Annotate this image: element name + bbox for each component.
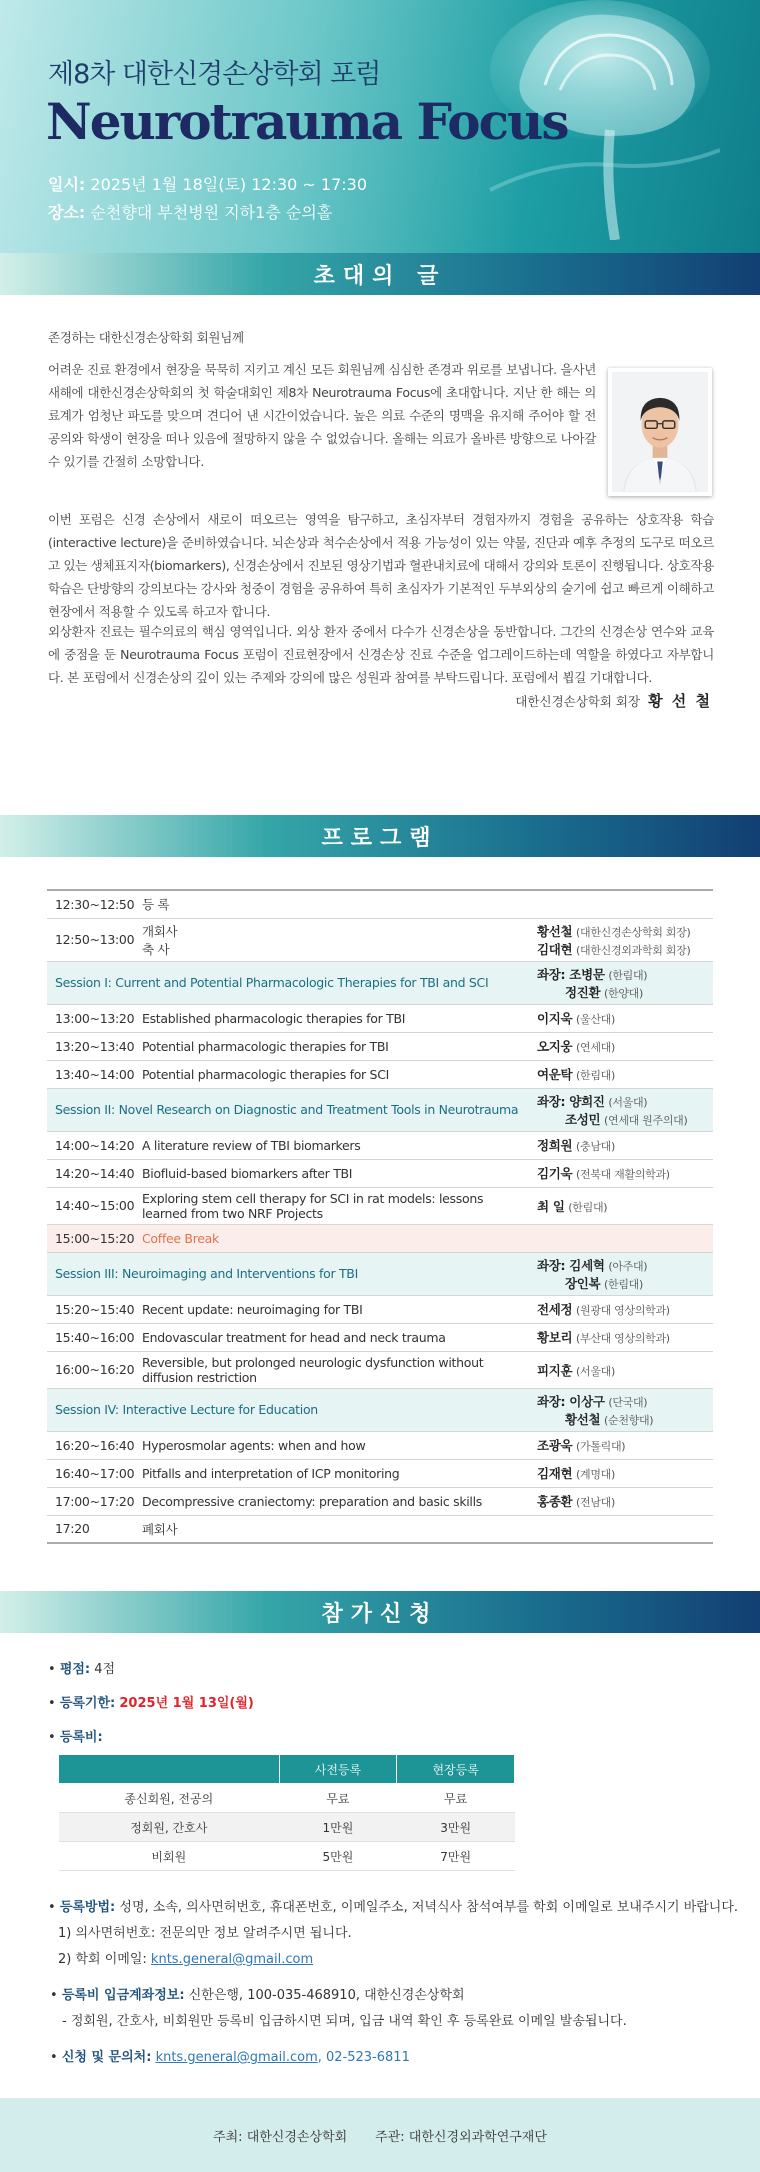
program-row bbox=[47, 1487, 713, 1515]
program-row bbox=[47, 1004, 713, 1032]
time-slot: 13:20~13:40 bbox=[47, 1032, 142, 1060]
speaker bbox=[537, 1065, 713, 1083]
speaker-affiliation: (전남대) bbox=[576, 1496, 615, 1509]
time-slot: 12:50~13:00 bbox=[47, 918, 142, 961]
fee-label: 등록비: bbox=[59, 1730, 103, 1745]
time-slot: 14:40~15:00 bbox=[47, 1187, 142, 1224]
speaker-affiliation: (부산대 영상의학과) bbox=[576, 1332, 670, 1345]
speaker bbox=[537, 1037, 713, 1055]
time-slot: 14:00~14:20 bbox=[47, 1131, 142, 1159]
speaker bbox=[537, 1410, 713, 1428]
speaker-cell bbox=[537, 1131, 713, 1159]
topic: Potential pharmacologic therapies for SCI bbox=[142, 1060, 537, 1088]
registration-banner bbox=[0, 1591, 760, 1633]
speaker-name: 홍종환 bbox=[537, 1494, 573, 1509]
topic: Coffee Break bbox=[142, 1224, 537, 1252]
fee-cell: 3만원 bbox=[397, 1813, 515, 1842]
time-slot: 17:00~17:20 bbox=[47, 1487, 142, 1515]
program-row bbox=[47, 1431, 713, 1459]
speaker bbox=[537, 1492, 713, 1510]
speaker-name: 정희원 bbox=[537, 1138, 573, 1153]
fee-table bbox=[58, 1754, 515, 1871]
speaker-affiliation: (원광대 영상의학과) bbox=[576, 1304, 670, 1317]
method-value: 성명, 소속, 의사면허번호, 휴대폰번호, 이메일주소, 저녁식사 참석여부를 학회 이메일로 보내주시기 바랍니다. bbox=[119, 1900, 739, 1915]
program-row bbox=[47, 890, 713, 918]
fee-row bbox=[59, 1842, 515, 1871]
program-table bbox=[47, 889, 713, 1544]
time-slot: 15:40~16:00 bbox=[47, 1323, 142, 1351]
program-row bbox=[47, 1060, 713, 1088]
fee-header-cell bbox=[59, 1755, 280, 1784]
speaker-cell bbox=[537, 890, 713, 918]
time-slot: 16:40~17:00 bbox=[47, 1459, 142, 1487]
session-title: Session III: Neuroimaging and Interventions for TBI bbox=[47, 1252, 537, 1295]
time-slot: 16:00~16:20 bbox=[47, 1351, 142, 1388]
method-note-2-prefix: 2) 학회 이메일: bbox=[58, 1952, 147, 1967]
time-slot: 13:40~14:00 bbox=[47, 1060, 142, 1088]
registration-heading: 참가신청 bbox=[321, 1601, 439, 1627]
society-email-link[interactable]: knts.general@gmail.com bbox=[150, 1952, 314, 1967]
fee-cell: 정회원, 간호사 bbox=[59, 1813, 280, 1842]
speaker-cell bbox=[537, 1252, 713, 1295]
time-slot: 17:20 bbox=[47, 1515, 142, 1543]
date-label: 일시: bbox=[48, 175, 86, 194]
method-note-2 bbox=[58, 1948, 313, 1967]
program-heading: 프로그램 bbox=[321, 825, 439, 851]
account-label: 등록비 입금계좌정보: bbox=[61, 1988, 185, 2003]
speaker-affiliation: (한양대) bbox=[604, 986, 643, 1000]
contact-label: 신청 및 문의처: bbox=[61, 2050, 152, 2065]
forum-series: 제8차 대한신경손상학회 포럼 bbox=[48, 59, 381, 90]
program-row bbox=[47, 1159, 713, 1187]
program-row bbox=[47, 1032, 713, 1060]
bullet-icon: • bbox=[50, 2050, 62, 2065]
topic: Established pharmacologic therapies for TBI bbox=[142, 1004, 537, 1032]
president-photo bbox=[608, 368, 712, 496]
speaker bbox=[537, 1092, 713, 1110]
fee-cell: 1만원 bbox=[279, 1813, 397, 1842]
speaker-name: 좌장: 양희진 bbox=[537, 1093, 605, 1109]
program-row bbox=[47, 1295, 713, 1323]
speaker-name: 김대현 bbox=[537, 941, 573, 957]
speaker-cell bbox=[537, 1159, 713, 1187]
speaker bbox=[537, 983, 713, 1001]
speaker-cell bbox=[537, 1004, 713, 1032]
topic: Recent update: neuroimaging for TBI bbox=[142, 1295, 537, 1323]
speaker-affiliation: (아주대) bbox=[608, 1259, 648, 1273]
topic: Potential pharmacologic therapies for TBI bbox=[142, 1032, 537, 1060]
speaker-affiliation: (한림대) bbox=[604, 1277, 643, 1291]
topic: Decompressive craniectomy: preparation and basic skills bbox=[142, 1487, 537, 1515]
account-line bbox=[50, 1984, 465, 2003]
speaker bbox=[537, 1436, 713, 1454]
speaker bbox=[537, 1392, 713, 1410]
speaker bbox=[537, 1110, 713, 1128]
speaker-affiliation: (연세대) bbox=[576, 1041, 615, 1054]
speaker bbox=[537, 1300, 713, 1318]
fee-cell: 5만원 bbox=[279, 1842, 397, 1871]
fee-cell: 무료 bbox=[279, 1784, 397, 1813]
place-label: 장소: bbox=[48, 203, 86, 222]
time-slot: 12:30~12:50 bbox=[47, 890, 142, 918]
bullet-icon: • bbox=[50, 1988, 62, 2003]
topic: Reversible, but prolonged neurologic dysfunction without diffusion restriction bbox=[142, 1351, 537, 1388]
invitation-section bbox=[0, 295, 760, 765]
speaker-cell bbox=[537, 1515, 713, 1543]
speaker-name: 조광욱 bbox=[537, 1438, 573, 1453]
speaker bbox=[537, 1328, 713, 1346]
speaker bbox=[537, 922, 713, 940]
speaker-cell bbox=[537, 1032, 713, 1060]
fee-line bbox=[48, 1726, 103, 1745]
bullet-icon: • bbox=[48, 1730, 60, 1745]
hero-banner bbox=[0, 0, 760, 253]
session-row bbox=[47, 1388, 713, 1431]
speaker-cell bbox=[537, 918, 713, 961]
event-place bbox=[48, 200, 332, 223]
speaker-cell bbox=[537, 1431, 713, 1459]
speaker-cell bbox=[537, 1060, 713, 1088]
speaker-name: 조성민 bbox=[565, 1111, 601, 1127]
bullet-icon: • bbox=[48, 1662, 60, 1677]
method-note-1: 1) 의사면허번호: 전문의만 정보 알려주시면 됩니다. bbox=[58, 1926, 352, 1941]
topic: Biofluid-based biomarkers after TBI bbox=[142, 1159, 537, 1187]
topic: Hyperosmolar agents: when and how bbox=[142, 1431, 537, 1459]
fee-cell: 무료 bbox=[397, 1784, 515, 1813]
topic: 등 록 bbox=[142, 890, 537, 918]
footer bbox=[0, 2098, 760, 2172]
speaker-affiliation: (서울대) bbox=[608, 1095, 648, 1109]
topic: 개회사 축 사 bbox=[142, 918, 537, 961]
session-row bbox=[47, 1252, 713, 1295]
topic: Endovascular treatment for head and neck trauma bbox=[142, 1323, 537, 1351]
date-value: 2025년 1월 18일(토) 12:30 ~ 17:30 bbox=[90, 175, 368, 194]
speaker-cell bbox=[537, 1388, 713, 1431]
speaker bbox=[537, 940, 713, 958]
invitation-banner bbox=[0, 253, 760, 295]
contact-line bbox=[50, 2046, 410, 2065]
fee-header-cell: 사전등록 bbox=[279, 1755, 397, 1784]
speaker-affiliation: (한림대) bbox=[608, 968, 648, 982]
fee-cell: 종신회원, 전공의 bbox=[59, 1784, 280, 1813]
speaker-name: 정진환 bbox=[565, 984, 601, 1000]
invitation-heading: 초대의 글 bbox=[313, 263, 447, 289]
contact-phone: , 02-523-6811 bbox=[317, 2050, 410, 2065]
speaker-name: 최 일 bbox=[537, 1198, 565, 1214]
signature-name: 황 선 철 bbox=[648, 692, 712, 710]
speaker-name: 오지웅 bbox=[537, 1039, 573, 1054]
speaker-cell bbox=[537, 1088, 713, 1131]
invitation-paragraph-1: 어려운 진료 환경에서 현장을 묵묵히 지키고 계신 모든 회원님께 심심한 존경과 위로를 보냅니다. 을사년 새해에 대한신경손상학회의 첫 학술대회인 제8차 Neurotrauma Focus에 초대합니다. 지난 한 해는 의료계가 엄청난 파도를 맞으며 견디어 낸 시간이었습니다. 높은 의료 수준의 명맥을 유지해 주어야 할 전공의와 학생이 현장을 떠나 있음에 절망하지 않을 수 없었습니다. 올해는 의료가 올바른 방향으로 나아갈 수 있기를 간절히 소망합니다. bbox=[48, 362, 596, 469]
speaker-affiliation: (한림대) bbox=[568, 1200, 608, 1214]
invitation-paragraph-3: 외상환자 진료는 필수의료의 핵심 영역입니다. 외상 환자 중에서 다수가 신경손상을 동반합니다. 그간의 신경손상 연수와 교육에 중점을 둔 Neurotrauma Focus 포럼이 진료현장에서 신경손상 진료 수준을 업그레이드하는데 역할을 하였다고 자부합니다. 본 포럼에서 신경손상의 깊이 있는 주제와 강의에 많은 성원과 참여를 부탁드립니다. 포럼에서 뵙길 기대합니다. bbox=[48, 624, 714, 685]
place-value: 순천향대 부천병원 지하1층 순의홀 bbox=[90, 203, 333, 222]
speaker-name: 이지욱 bbox=[537, 1011, 573, 1026]
speaker-affiliation: (서울대) bbox=[576, 1364, 615, 1378]
speaker-affiliation: (충남대) bbox=[576, 1140, 615, 1153]
speaker-cell bbox=[537, 1224, 713, 1252]
speaker-affiliation: (대한신경외과학회 회장) bbox=[576, 943, 691, 957]
speaker-name: 전세정 bbox=[537, 1302, 573, 1317]
speaker-name: 김기욱 bbox=[537, 1166, 573, 1181]
account-value: 신한은행, 100-035-468910, 대한신경손상학회 bbox=[188, 1988, 465, 2003]
invitation-paragraph-2: 이번 포럼은 신경 손상에서 새로이 떠오르는 영역을 탐구하고, 초심자부터 경험자까지 경험을 공유하는 상호작용 학습(interactive lecture)을 준비하였습니다. 뇌손상과 척수손상에서 적용 가능성이 있는 약물, 진단과 예후 추정의 도구로 떠오르고 있는 생체표지자(biomarkers), 신경손상에서 진보된 영상기법과 혈관내치료에 대해서 강의와 토론이 진행됩니다. 상호작용 학습은 단방향의 강의보다는 강사와 청중이 경험을 공유하여 특히 초심자가 기본적인 두부외상의 술기에 쉽고 빠르게 이해하고 현장에서 적용할 수 있도록 하고자 합니다. bbox=[48, 512, 714, 619]
speaker-cell bbox=[537, 961, 713, 1004]
speaker bbox=[537, 1164, 713, 1182]
fee-row bbox=[59, 1784, 515, 1813]
speaker-name: 좌장: 이상구 bbox=[537, 1393, 605, 1409]
speaker-affiliation: (울산대) bbox=[576, 1013, 615, 1026]
time-slot: 13:00~13:20 bbox=[47, 1004, 142, 1032]
time-slot: 15:20~15:40 bbox=[47, 1295, 142, 1323]
fee-cell: 7만원 bbox=[397, 1842, 515, 1871]
speaker bbox=[537, 1009, 713, 1027]
speaker-affiliation: (순천향대) bbox=[604, 1413, 654, 1427]
speaker-name: 좌장: 김세혁 bbox=[537, 1257, 605, 1273]
speaker bbox=[537, 965, 713, 983]
signature-role: 대한신경손상학회 회장 bbox=[515, 694, 641, 709]
speaker-cell bbox=[537, 1295, 713, 1323]
speaker-affiliation: (연세대 원주의대) bbox=[604, 1113, 688, 1127]
speaker bbox=[537, 1274, 713, 1292]
session-row bbox=[47, 961, 713, 1004]
bullet-icon: • bbox=[48, 1696, 60, 1711]
program-row bbox=[47, 1515, 713, 1543]
fee-header-row bbox=[59, 1755, 515, 1784]
speaker-cell bbox=[537, 1351, 713, 1388]
speaker-affiliation: (가톨릭대) bbox=[576, 1440, 626, 1453]
method-line bbox=[48, 1896, 738, 1915]
program-row bbox=[47, 1351, 713, 1388]
speaker-name: 피지훈 bbox=[537, 1362, 573, 1378]
speaker bbox=[537, 1197, 713, 1215]
speaker-affiliation: (한림대) bbox=[576, 1069, 615, 1082]
score-line bbox=[48, 1658, 115, 1677]
forum-title: Neurotrauma Focus bbox=[46, 92, 568, 151]
session-title: Session IV: Interactive Lecture for Education bbox=[47, 1388, 537, 1431]
program-row bbox=[47, 918, 713, 961]
fee-row bbox=[59, 1813, 515, 1842]
speaker bbox=[537, 1136, 713, 1154]
time-slot: 16:20~16:40 bbox=[47, 1431, 142, 1459]
bullet-icon: • bbox=[48, 1900, 60, 1915]
break-row bbox=[47, 1224, 713, 1252]
speaker-cell bbox=[537, 1323, 713, 1351]
program-banner bbox=[0, 815, 760, 857]
portrait-icon bbox=[612, 372, 708, 492]
speaker-affiliation: (단국대) bbox=[608, 1395, 648, 1409]
score-label: 평점: bbox=[59, 1662, 91, 1677]
topic: Pitfalls and interpretation of ICP monitoring bbox=[142, 1459, 537, 1487]
method-label: 등록방법: bbox=[59, 1900, 116, 1915]
speaker-cell bbox=[537, 1187, 713, 1224]
time-slot: 15:00~15:20 bbox=[47, 1224, 142, 1252]
speaker-affiliation: (전북대 재활의학과) bbox=[576, 1168, 670, 1181]
program-row bbox=[47, 1459, 713, 1487]
session-row bbox=[47, 1088, 713, 1131]
speaker-name: 좌장: 조병문 bbox=[537, 966, 605, 982]
score-value: 4점 bbox=[94, 1662, 116, 1677]
program-row bbox=[47, 1187, 713, 1224]
fee-cell: 비회원 bbox=[59, 1842, 280, 1871]
speaker-name: 여운탁 bbox=[537, 1067, 573, 1082]
speaker-name: 황선철 bbox=[537, 923, 573, 939]
deadline-label: 등록기한: bbox=[59, 1696, 116, 1711]
speaker-name: 김재현 bbox=[537, 1466, 573, 1481]
speaker bbox=[537, 1256, 713, 1274]
program-row bbox=[47, 1323, 713, 1351]
speaker-affiliation: (계명대) bbox=[576, 1468, 615, 1481]
speaker-name: 황선철 bbox=[565, 1411, 601, 1427]
topic: 폐회사 bbox=[142, 1515, 537, 1543]
account-note: - 정회원, 간호사, 비회원만 등록비 입금하시면 되며, 입금 내역 확인 후 등록완료 이메일 발송됩니다. bbox=[62, 2014, 627, 2029]
greeting: 존경하는 대한신경손상학회 회원님께 bbox=[48, 330, 244, 345]
session-title: Session II: Novel Research on Diagnostic and Treatment Tools in Neurotrauma bbox=[47, 1088, 537, 1131]
time-slot: 14:20~14:40 bbox=[47, 1159, 142, 1187]
speaker-name: 장인복 bbox=[565, 1275, 601, 1291]
event-date bbox=[48, 172, 367, 195]
footer-host: 주최: 대한신경손상학회 bbox=[213, 2129, 348, 2145]
speaker bbox=[537, 1361, 713, 1379]
session-title: Session I: Current and Potential Pharmacologic Therapies for TBI and SCI bbox=[47, 961, 537, 1004]
speaker-name: 황보리 bbox=[537, 1330, 573, 1345]
speaker-affiliation: (대한신경손상학회 회장) bbox=[576, 925, 691, 939]
speaker-cell bbox=[537, 1459, 713, 1487]
contact-email-link[interactable]: knts.general@gmail.com bbox=[155, 2050, 318, 2065]
signature bbox=[515, 690, 712, 711]
topic: Exploring stem cell therapy for SCI in rat models: lessons learned from two NRF Projects bbox=[142, 1187, 537, 1224]
deadline-line bbox=[48, 1692, 254, 1711]
deadline-value: 2025년 1월 13일(월) bbox=[119, 1696, 254, 1711]
speaker-cell bbox=[537, 1487, 713, 1515]
speaker bbox=[537, 1464, 713, 1482]
footer-organizer: 주관: 대한신경외과학연구재단 bbox=[375, 2129, 547, 2145]
fee-header-cell: 현장등록 bbox=[397, 1755, 515, 1784]
program-row bbox=[47, 1131, 713, 1159]
topic: A literature review of TBI biomarkers bbox=[142, 1131, 537, 1159]
